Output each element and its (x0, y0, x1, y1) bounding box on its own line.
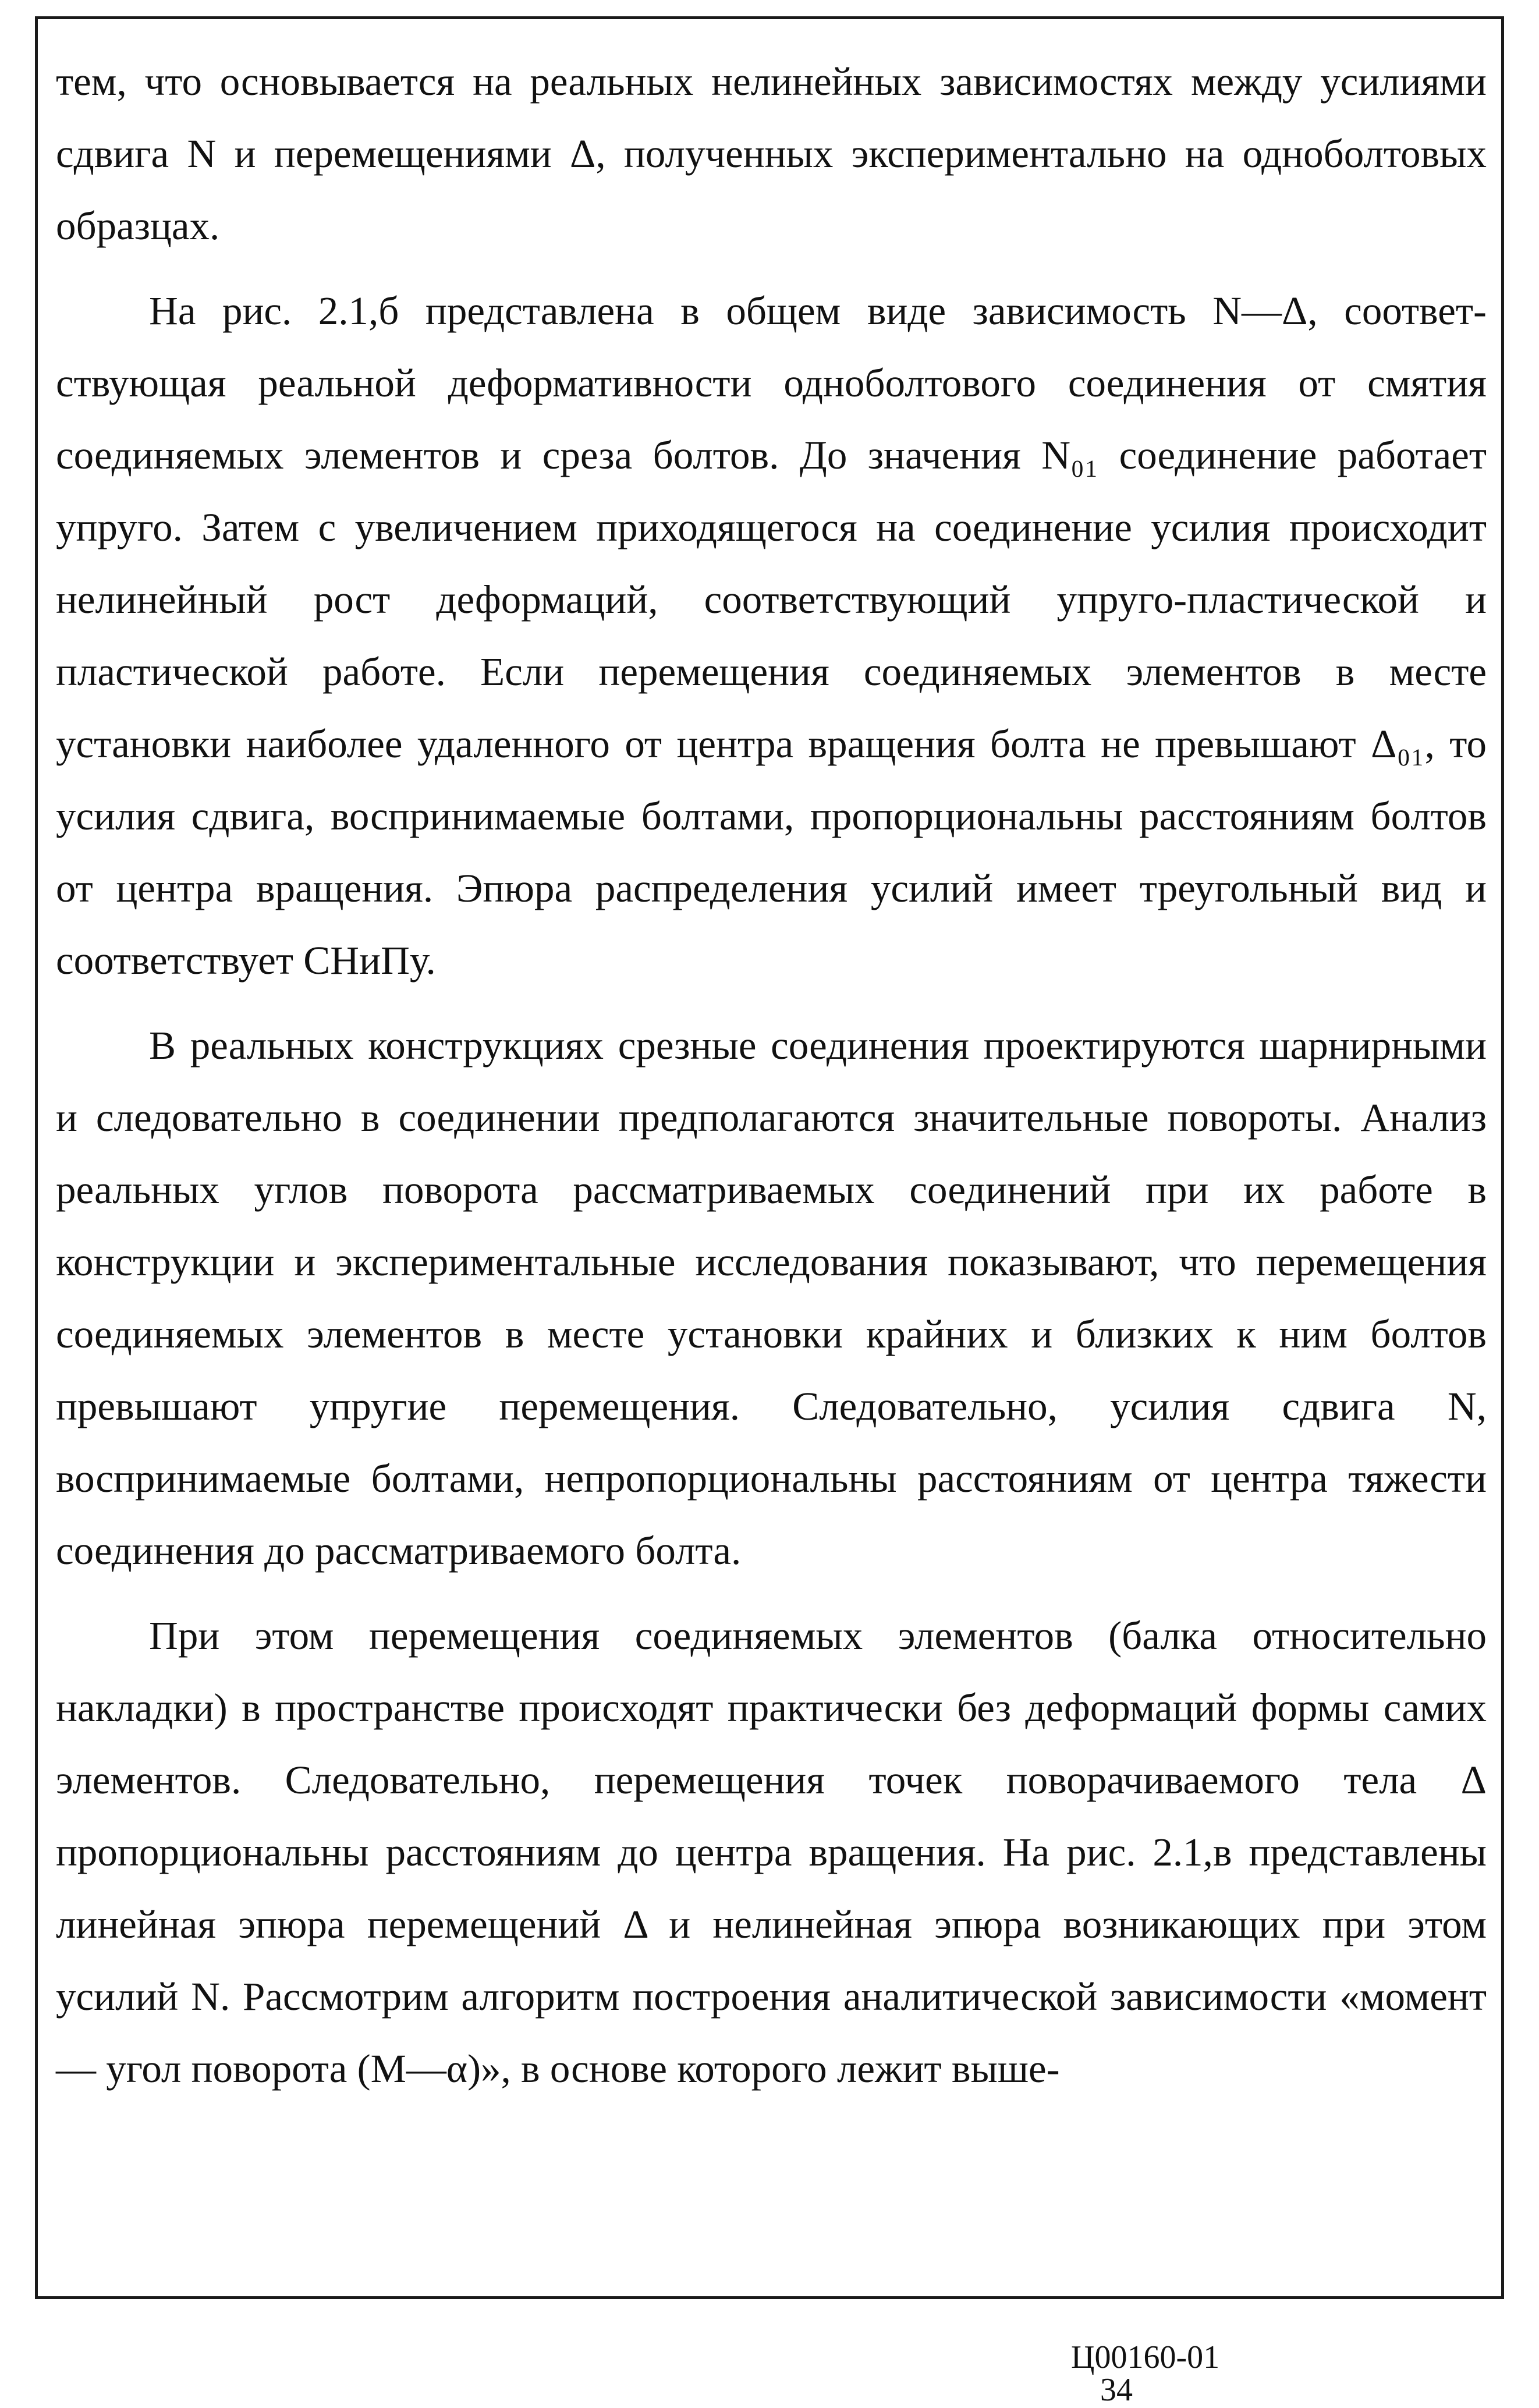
page-number: 34 (1100, 2372, 1133, 2408)
body-text (56, 45, 1487, 2105)
paragraph-3: В реальных конструкциях срезные соединения проектируются шарнирными и следовательно в соединении предполагаются значительные повороты. Анализ реальных углов поворота рассматриваемых соединений при их работе в конструкции и экспериментальные исследования показывают, что перемещения соединяемых элементов в месте установки крайних и близких к ним болтов превышают упругие перемещения. Следовательно, усилия сдвига N, воспринимаемые болтами, непропорциональны расстояниям от центра тяжести соединения до рассматриваемого болта. (56, 1023, 1487, 1573)
paragraph-2: На рис. 2.1,б представлена в общем виде зависимость N—Δ, соответствующая реальной деформативности одноболтового соединения от смятия соединяемых элементов и среза болтов. До значения N₀₁ соединение работает упруго. Затем с увеличением приходящегося на соединение усилия происходит нелинейный рост деформаций, соответствующий упруго-пластической и пластической работе. Если перемещения соединяемых элементов в месте установки наиболее удаленного от центра вращения болта не превышают Δ₀₁, то усилия сдвига, воспринимаемые болтами, пропорциональны расстояниям болтов от центра вращения. Эпюра распределения усилий имеет треугольный вид и соответствует СНиПу. (56, 289, 1487, 983)
page-footer (1055, 2308, 1219, 2406)
document-code: Ц00160-01 (1071, 2339, 1220, 2375)
paragraph-1: тем, что основывается на реальных нелинейных зависимостях между усилиями сдвига N и перемещениями Δ, полученных экспериментально на однoболтовых образцах. (56, 59, 1487, 248)
paragraph-4: При этом перемещения соединяемых элементов (балка относительно накладки) в пространстве происходят практически без деформаций формы самих элементов. Следовательно, перемещения точек поворачиваемого тела Δ пропорциональны расстояниям до центра вращения. На рис. 2.1,в представлены линейная эпюра перемещений Δ и нелинейная эпюра возникающих при этом усилий N. Рассмотрим алгоритм построения аналитической зависимости «момент — угол поворота (М—α)», в основе которого лежит выше- (56, 1613, 1487, 2091)
